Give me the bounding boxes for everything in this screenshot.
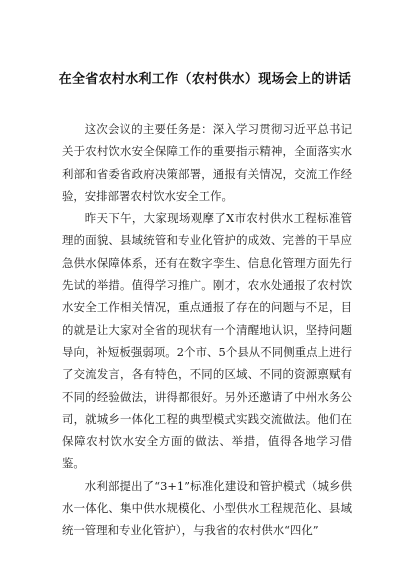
paragraph-2: 昨天下午，大家现场观摩了X市农村供水工程标准管理的面貌、县域统管和专业化管护的成效、完善的干旱应急供水保障体系，还有在数字孪生、信息化管理方面先行先试的举措。值得学习推广。刚才，农水处通报了农村饮水安全工作相关情况，重点通报了存在的问题与不足，目的就是让大家对全省的现状有一个清醒地认识，坚持问题导向，补短板强弱项。2个市、5个县从不同侧重点上进行了交流发言，各有特色，不同的区域、不同的资源禀赋有不同的经验做法，讲得都很好。另外还邀请了中州水务公司，就城乡一体化工程的典型模式实践交流做法。他们在保障农村饮水安全方面的做法、举措，值得各地学习借鉴。 — [62, 211, 352, 471]
document-body — [62, 118, 352, 542]
paragraph-3: 水利部提出了“3+1”标准化建设和管护模式（城乡供水一体化、集中供水规模化、小型供水工程规范化、县域统一管理和专业化管护），与我省的农村供水“四化” — [62, 478, 352, 538]
paragraph-1: 这次会议的主要任务是：深入学习贯彻习近平总书记关于农村饮水安全保障工作的重要指示精神，全面落实水利部和省委省政府决策部署，通报有关情况，交流工作经验，安排部署农村饮水安全工作。 — [62, 122, 352, 203]
document-title: 在全省农村水利工作（农村供水）现场会上的讲话 — [58, 72, 352, 87]
